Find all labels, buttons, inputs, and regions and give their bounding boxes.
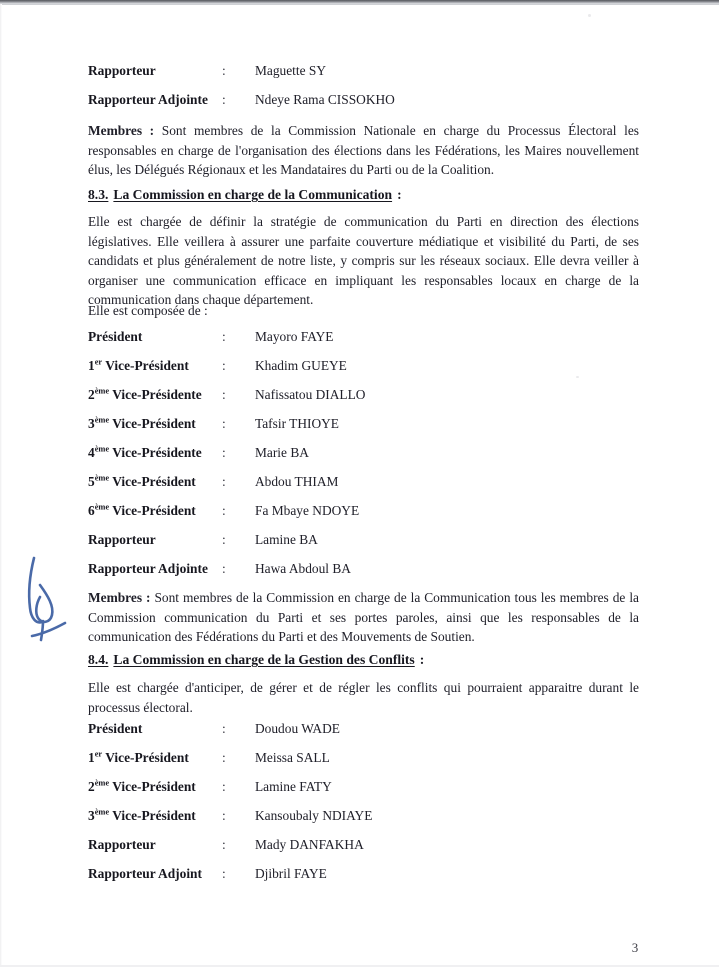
role-label bbox=[88, 358, 222, 374]
role-separator: : bbox=[222, 721, 226, 736]
role-label bbox=[88, 750, 222, 766]
role-separator: : bbox=[222, 387, 226, 402]
scan-edge-left bbox=[0, 4, 2, 967]
roster-row bbox=[88, 503, 719, 532]
role-label bbox=[88, 329, 222, 345]
roster-row bbox=[88, 779, 719, 808]
role-separator: : bbox=[222, 561, 226, 576]
role-separator: : bbox=[222, 532, 226, 547]
role-ordinal-suffix: ème bbox=[94, 778, 110, 788]
section-number: 8.3. bbox=[88, 187, 109, 202]
composition-lead-8-3 bbox=[88, 301, 639, 321]
roster-processus-electoral bbox=[88, 63, 719, 121]
role-rest: Vice-Présidente bbox=[109, 445, 202, 460]
role-rest: Vice-Président bbox=[109, 503, 196, 518]
members-paragraph-communication bbox=[88, 588, 639, 647]
role-ordinal: Rapporteur Adjointe bbox=[88, 561, 208, 576]
roster-row bbox=[88, 92, 719, 121]
person-name: Abdou THIAM bbox=[255, 474, 339, 489]
role-rest: Vice-Président bbox=[109, 779, 196, 794]
role-separator: : bbox=[222, 329, 226, 344]
composition-lead-text: Elle est composée de : bbox=[88, 303, 208, 318]
person-name: Lamine BA bbox=[255, 532, 318, 547]
role-label bbox=[88, 779, 222, 795]
role-label bbox=[88, 808, 222, 824]
section-8-4-body-text: Elle est chargée d'anticiper, de gérer et de régler les conflits qui pourraient apparaitre durant le processus électoral. bbox=[88, 680, 639, 715]
role-ordinal: 2 bbox=[88, 779, 95, 794]
role-label: Rapporteur Adjointe bbox=[88, 92, 208, 107]
person-name: Ndeye Rama CISSOKHO bbox=[255, 92, 395, 107]
role-label bbox=[88, 721, 222, 737]
roster-row bbox=[88, 837, 719, 866]
role-ordinal: 3 bbox=[88, 416, 95, 431]
role-label bbox=[88, 474, 222, 490]
role-label bbox=[88, 532, 222, 548]
role-separator: : bbox=[222, 358, 226, 373]
role-ordinal: 5 bbox=[88, 474, 95, 489]
role-ordinal: 1 bbox=[88, 750, 95, 765]
members-text: Sont membres de la Commission en charge de la Communication tous les membres de la Commission communication du Parti et ses portes paroles, ainsi que les responsables de la communication des Fédérations du Parti et des Mouvements de Soutien. bbox=[88, 590, 639, 645]
role-ordinal-suffix: er bbox=[94, 357, 103, 367]
section-colon: : bbox=[397, 187, 402, 202]
role-label bbox=[88, 837, 222, 853]
roster-row bbox=[88, 358, 719, 387]
role-ordinal: 4 bbox=[88, 445, 95, 460]
role-ordinal-suffix: ème bbox=[94, 415, 110, 425]
role-ordinal-suffix: ème bbox=[94, 444, 110, 454]
person-name: Fa Mbaye NDOYE bbox=[255, 503, 360, 518]
role-ordinal: Rapporteur bbox=[88, 837, 156, 852]
role-rest: Vice-Président bbox=[102, 358, 189, 373]
members-paragraph-processus-electoral bbox=[88, 121, 639, 180]
roster-row bbox=[88, 808, 719, 837]
role-ordinal-suffix: ème bbox=[94, 386, 110, 396]
role-label bbox=[88, 503, 222, 519]
person-name: Marie BA bbox=[255, 445, 309, 460]
role-separator: : bbox=[222, 416, 226, 431]
role-label bbox=[88, 387, 222, 403]
person-name: Kansoubaly NDIAYE bbox=[255, 808, 373, 823]
person-name: Meissa SALL bbox=[255, 750, 330, 765]
roster-gestion-des-conflits bbox=[88, 721, 719, 895]
role-ordinal: 6 bbox=[88, 503, 95, 518]
roster-row bbox=[88, 445, 719, 474]
role-label: Rapporteur bbox=[88, 63, 156, 78]
role-separator: : bbox=[222, 445, 226, 460]
section-8-3-body bbox=[88, 212, 639, 310]
role-ordinal-suffix: er bbox=[94, 749, 103, 759]
scan-speck bbox=[588, 14, 591, 17]
roster-row bbox=[88, 416, 719, 445]
person-name: Mayoro FAYE bbox=[255, 329, 334, 344]
role-ordinal-suffix: ème bbox=[94, 807, 110, 817]
role-ordinal-suffix: ème bbox=[94, 502, 110, 512]
role-ordinal: Président bbox=[88, 329, 143, 344]
person-name: Hawa Abdoul BA bbox=[255, 561, 351, 576]
section-title: La Commission en charge de la Gestion des Conflits bbox=[113, 652, 415, 667]
role-rest: Vice-Président bbox=[109, 416, 196, 431]
role-rest: Vice-Président bbox=[109, 474, 196, 489]
role-ordinal: 2 bbox=[88, 387, 95, 402]
section-title: La Commission en charge de la Communication bbox=[113, 187, 393, 202]
section-heading-8-3 bbox=[88, 185, 639, 204]
role-ordinal-suffix: ème bbox=[94, 473, 110, 483]
page-number: 3 bbox=[631, 940, 639, 955]
role-ordinal: 1 bbox=[88, 358, 95, 373]
person-name: Lamine FATY bbox=[255, 779, 332, 794]
person-name: Khadim GUEYE bbox=[255, 358, 347, 373]
handwritten-initial-annotation bbox=[18, 552, 74, 644]
section-8-4-body bbox=[88, 678, 639, 717]
role-label bbox=[88, 866, 222, 882]
roster-row bbox=[88, 866, 719, 895]
role-rest: Vice-Président bbox=[109, 808, 196, 823]
role-separator: : bbox=[222, 750, 226, 765]
section-number: 8.4. bbox=[88, 652, 109, 667]
person-name: Doudou WADE bbox=[255, 721, 340, 736]
person-name: Djibril FAYE bbox=[255, 866, 327, 881]
members-text: Sont membres de la Commission Nationale en charge du Processus Électoral les responsables en charge de l'organisation des élections dans les Fédérations, les Maires nouvellement élus, les Délégués Régionaux et les Mandataires du Parti ou de la Coalition. bbox=[88, 123, 639, 178]
role-ordinal: 3 bbox=[88, 808, 95, 823]
role-label bbox=[88, 416, 222, 432]
roster-row bbox=[88, 387, 719, 416]
roster-communication bbox=[88, 329, 719, 590]
section-colon: : bbox=[419, 652, 425, 667]
roster-row bbox=[88, 63, 719, 92]
person-name: Tafsir THIOYE bbox=[255, 416, 339, 431]
role-separator: : bbox=[222, 474, 226, 489]
role-ordinal: Rapporteur Adjoint bbox=[88, 866, 202, 881]
person-name: Maguette SY bbox=[255, 63, 327, 78]
role-label bbox=[88, 561, 222, 577]
role-separator: : bbox=[222, 866, 226, 881]
role-separator: : bbox=[222, 837, 226, 852]
roster-row bbox=[88, 561, 719, 590]
role-label bbox=[88, 445, 222, 461]
roster-row bbox=[88, 329, 719, 358]
roster-row bbox=[88, 721, 719, 750]
role-ordinal: Rapporteur bbox=[88, 532, 156, 547]
role-separator: : bbox=[222, 779, 226, 794]
role-rest: Vice-Présidente bbox=[109, 387, 202, 402]
person-name: Mady DANFAKHA bbox=[255, 837, 364, 852]
role-rest: Vice-Président bbox=[102, 750, 189, 765]
section-heading-8-4 bbox=[88, 650, 639, 669]
role-ordinal: Président bbox=[88, 721, 143, 736]
person-name: Nafissatou DIALLO bbox=[255, 387, 366, 402]
roster-row bbox=[88, 750, 719, 779]
role-separator: : bbox=[222, 63, 226, 78]
scan-edge-hairline bbox=[0, 4, 719, 5]
roster-row bbox=[88, 532, 719, 561]
members-lead: Membres : bbox=[88, 590, 151, 605]
roster-row bbox=[88, 474, 719, 503]
members-lead: Membres : bbox=[88, 123, 155, 138]
role-separator: : bbox=[222, 808, 226, 823]
role-separator: : bbox=[222, 92, 226, 107]
section-8-3-body-text: Elle est chargée de définir la stratégie de communication du Parti en direction des élections législatives. Elle veillera à assurer une parfaite couverture médiatique et visibilité du Parti, de ses candidats et plus généralement de notre liste, y compris sur les réseaux sociaux. Elle devra veiller à organiser une communication efficace en impliquant les responsables locaux en charge de la communication dans chaque département. bbox=[88, 214, 639, 308]
role-separator: : bbox=[222, 503, 226, 518]
